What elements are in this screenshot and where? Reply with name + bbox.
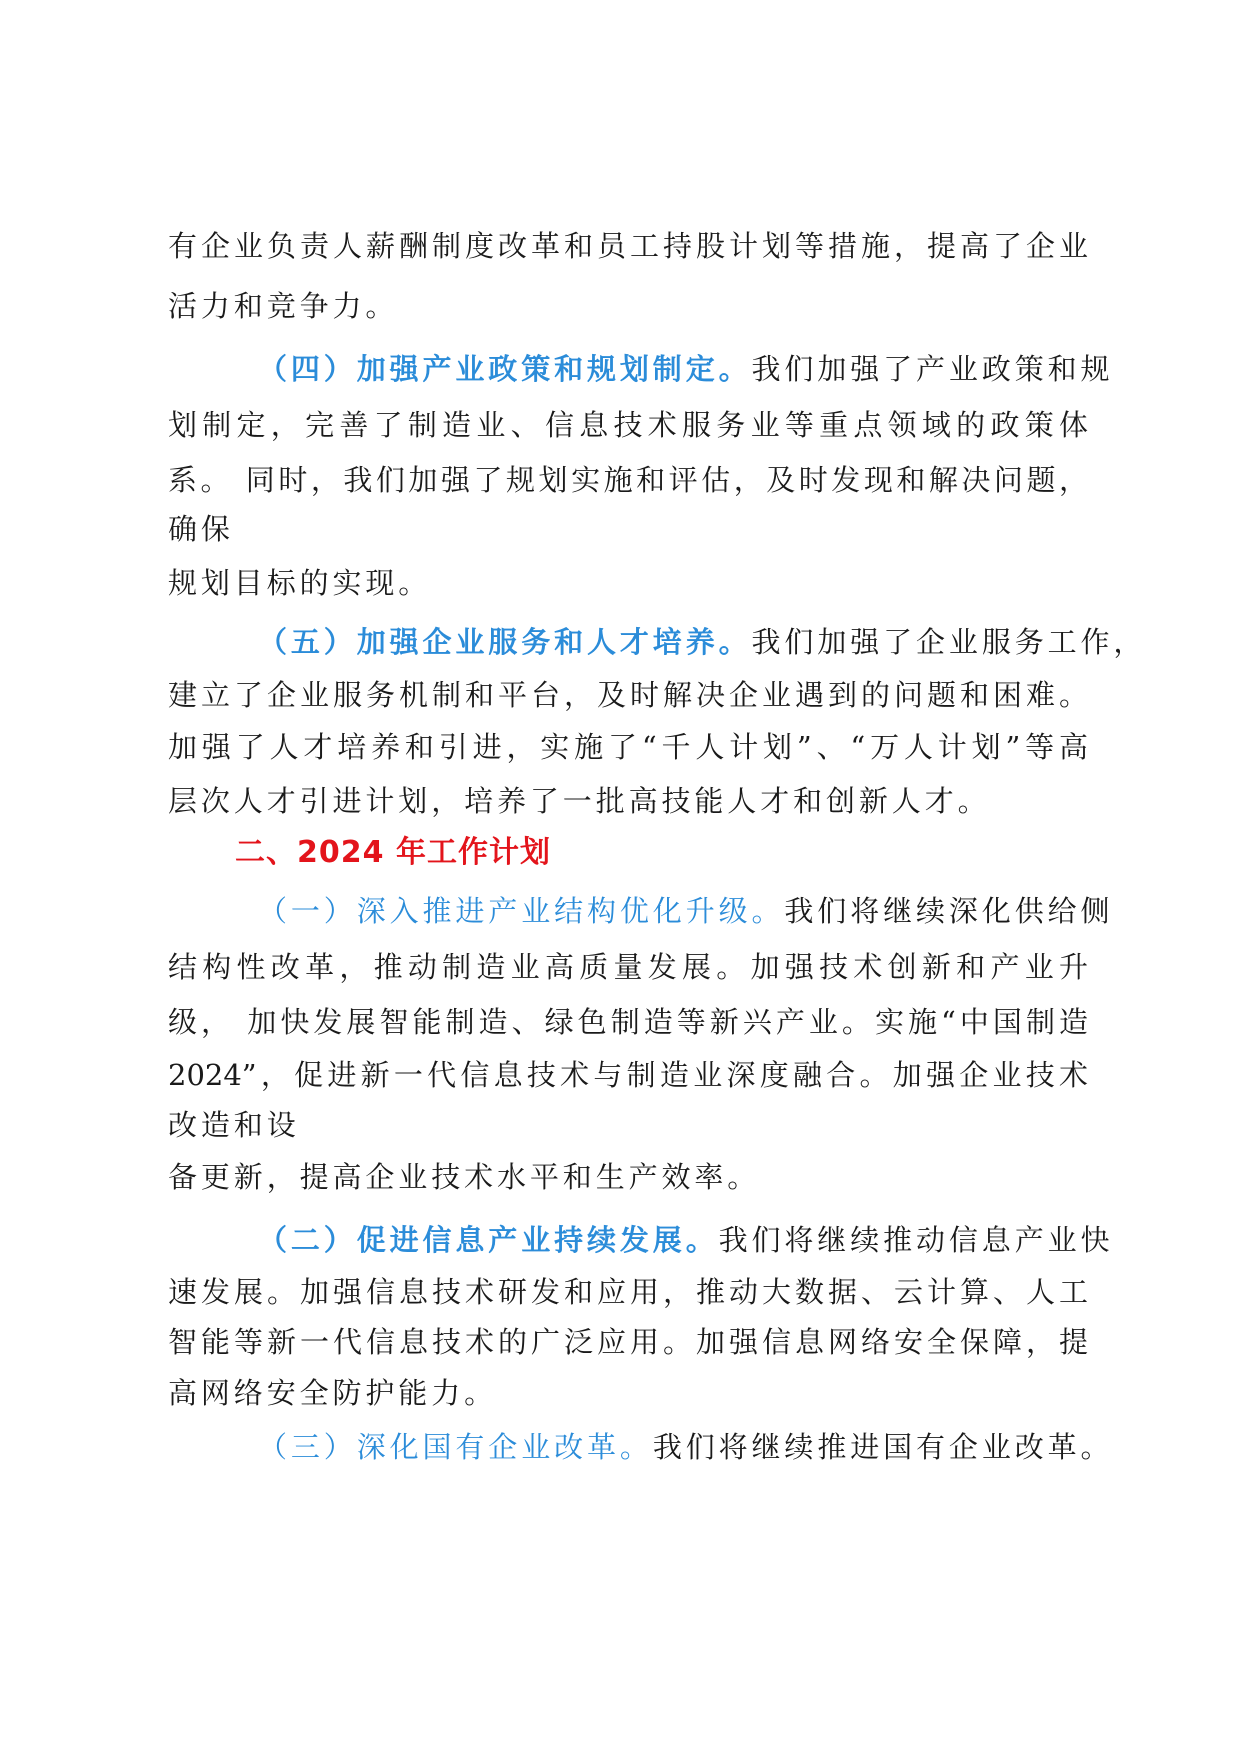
paragraph-line: 结构性改革，推动制造业高质量发展。加强技术创新和产业升 (168, 950, 1088, 984)
paragraph-line: 高网络安全防护能力。 (168, 1376, 498, 1410)
paragraph-line: 系。 同时，我们加强了规划实施和评估，及时发现和解决问题， (168, 463, 1088, 497)
paragraph-text: 我们加强了企业服务工作， (751, 625, 1147, 659)
section-subtitle: （二）促进信息产业持续发展。 (258, 1223, 719, 1257)
paragraph-first-line (258, 891, 1113, 931)
paragraph-line: 加强了人才培养和引进，实施了“千人计划”、“万人计划”等高 (168, 730, 1088, 764)
paragraph-line: 划制定，完善了制造业、信息技术服务业等重点领域的政策体 (168, 408, 1088, 442)
paragraph-line: 级， 加快发展智能制造、绿色制造等新兴产业。实施“中国制造 (168, 1005, 1088, 1039)
paragraph-first-line (258, 1220, 1113, 1260)
paragraph-text: 我们将继续深化供给侧 (784, 894, 1114, 928)
paragraph-line: 确保 (168, 512, 234, 546)
paragraph-text: 我们加强了产业政策和规 (751, 352, 1114, 386)
paragraph-text: 我们将继续推动信息产业快 (718, 1223, 1114, 1257)
paragraph-line: 2024”，促进新一代信息技术与制造业深度融合。加强企业技术 (168, 1058, 1088, 1092)
paragraph-line: 层次人才引进计划，培养了一批高技能人才和创新人才。 (168, 784, 991, 818)
paragraph-text: 我们将继续推进国有企业改革。 (652, 1430, 1114, 1464)
paragraph-line: 智能等新一代信息技术的广泛应用。加强信息网络安全保障，提 (168, 1325, 1088, 1359)
paragraph-line: 建立了企业服务机制和平台，及时解决企业遇到的问题和困难。 (168, 678, 1088, 712)
paragraph-line: 活力和竞争力。 (168, 289, 399, 323)
paragraph-first-line (258, 1427, 1113, 1467)
paragraph-first-line (258, 622, 1146, 662)
paragraph-line: 速发展。加强信息技术研发和应用，推动大数据、云计算、人工 (168, 1275, 1088, 1309)
paragraph-line: 规划目标的实现。 (168, 566, 432, 600)
section-subtitle: （一）深入推进产业结构优化升级。 (258, 894, 785, 928)
section-subtitle: （四）加强产业政策和规划制定。 (258, 352, 752, 386)
section-subtitle: （三）深化国有企业改革。 (258, 1430, 653, 1464)
section-heading: 二、2024 年工作计划 (235, 835, 551, 870)
paragraph-first-line (258, 349, 1113, 389)
paragraph-line: 备更新，提高企业技术水平和生产效率。 (168, 1160, 761, 1194)
paragraph-line: 改造和设 (168, 1108, 300, 1142)
paragraph-line: 有企业负责人薪酬制度改革和员工持股计划等措施，提高了企业 (168, 229, 1088, 263)
section-subtitle: （五）加强企业服务和人才培养。 (258, 625, 752, 659)
